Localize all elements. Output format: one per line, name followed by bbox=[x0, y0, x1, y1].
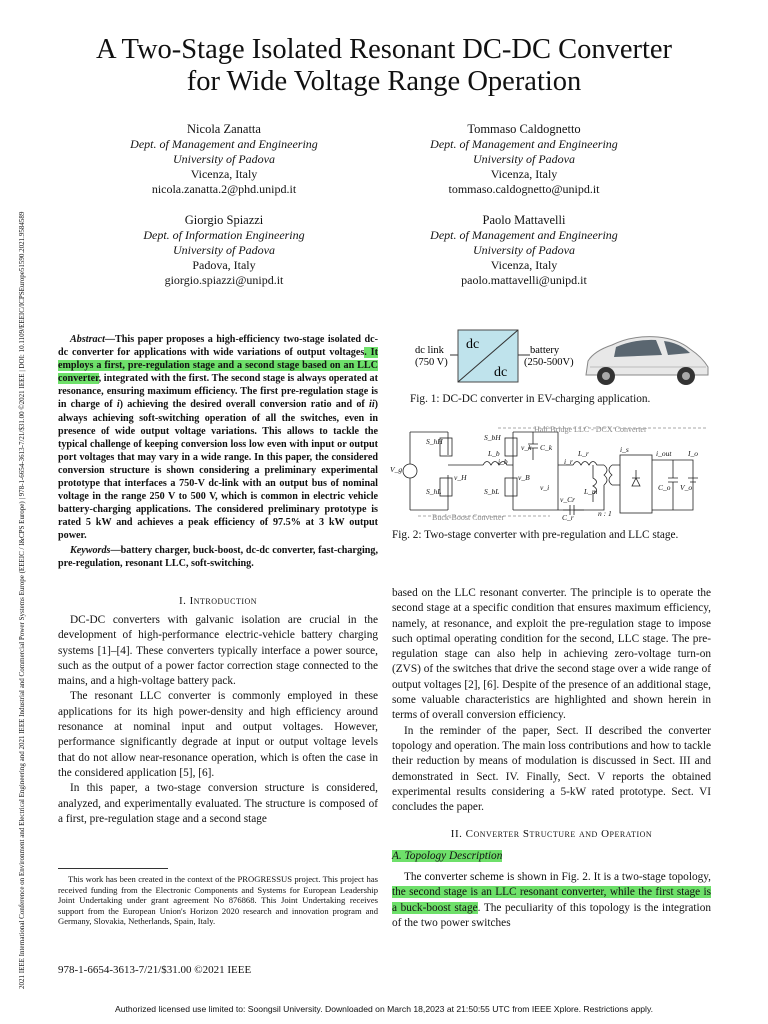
right-column bbox=[392, 586, 711, 931]
dc-bottom-label: dc bbox=[494, 365, 508, 380]
label-co: C_o bbox=[658, 483, 671, 492]
abstract-highlight: . It employs a first, pre-regulation stage and a second stage based on an LLC converter bbox=[58, 347, 378, 385]
abstract-label: Abstract bbox=[70, 334, 105, 345]
author-name: Giorgio Spiazzi bbox=[184, 213, 264, 227]
author-email[interactable]: nicola.zanatta.2@phd.unipd.it bbox=[151, 182, 297, 196]
author-dept: Dept. of Management and Engineering bbox=[430, 137, 618, 151]
title-line-2: for Wide Voltage Range Operation bbox=[186, 66, 582, 97]
label-vin: V_g bbox=[390, 465, 403, 474]
figure-2 bbox=[388, 420, 718, 522]
label-lr: L_r bbox=[578, 449, 589, 458]
label-s-hh: S_hH bbox=[426, 437, 443, 446]
abstract-part-1: This paper proposes a high-efficiency two-stage isolated dc-dc converter for applications with wide variations of output voltages bbox=[58, 334, 378, 359]
section-number: I. bbox=[178, 595, 187, 607]
author-univ: University of Padova bbox=[473, 243, 575, 257]
title-line-1: A Two-Stage Isolated Resonant DC-DC Converter bbox=[95, 34, 673, 65]
section-title: Converter Structure and Operation bbox=[465, 828, 653, 841]
col2-paragraph-1: based on the LLC resonant converter. The principle is to operate the second stage at a specific condition that ensures maximum efficiency, namely, at resonance, and exploit the pre-regulation stage to impose such optimal operating condition for the second, LLC stage. The pre-regulation stage can also help in achieving zero-voltage turn-on (ZVS) of the switches that drive the second stage over a wide range of output voltages [2], [6]. Despite of the presence of an additional stage, some valuable characteristics are highlighted and shown herein in terms of overall conversion efficiency. bbox=[392, 587, 711, 722]
abstract-dash: — bbox=[104, 334, 116, 345]
col2-p3-part2: . The peculiarity of this topology is the integration of the two power switches bbox=[392, 901, 711, 929]
author-city: Vicenza, Italy bbox=[190, 167, 258, 181]
label-vo: V_o bbox=[680, 483, 693, 492]
car-icon bbox=[586, 337, 708, 385]
author-city: Vicenza, Italy bbox=[490, 167, 558, 181]
authorized-use-notice: Authorized licensed use limited to: Soongsil University. Downloaded on March 18,2023 at 21:50:55 UTC from IEEE Xplore. Restrictions apply. bbox=[114, 1004, 653, 1014]
paper-title bbox=[0, 34, 768, 98]
abstract-i1: i bbox=[116, 399, 120, 411]
author-dept: Dept. of Management and Engineering bbox=[430, 228, 618, 242]
author-email[interactable]: giorgio.spiazzi@unipd.it bbox=[164, 273, 284, 287]
label-ratio: n : 1 bbox=[598, 509, 612, 518]
author-block-3 bbox=[94, 213, 354, 288]
dc-top-label: dc bbox=[466, 337, 480, 352]
label-cr: C_r bbox=[562, 513, 574, 522]
label-vb: v_B bbox=[518, 473, 530, 482]
author-block-1 bbox=[94, 122, 354, 197]
label-io: I_o bbox=[688, 449, 698, 458]
subsection-a-title: A. Topology Description bbox=[392, 849, 503, 862]
author-dept: Dept. of Management and Engineering bbox=[130, 137, 318, 151]
intro-paragraph-3: In this paper, a two-stage conversion structure is considered, analyzed, and experimentally evaluated. The structure is composed of a first, pre-regulation stage and a second stage bbox=[58, 782, 378, 825]
keywords-label: Keywords bbox=[70, 544, 111, 556]
author-block-2 bbox=[394, 122, 654, 197]
label-vi: v_i bbox=[540, 483, 550, 492]
footnote-rule bbox=[58, 868, 168, 869]
section-2-heading bbox=[392, 827, 711, 842]
battery-label: battery bbox=[530, 345, 560, 356]
footnote: This work has been created in the context of the PROGRESSUS project. This project has received funding from the Electronic Components and Systems for European Leadership Joint Undertaking under grant agreement No 876868. This Joint Undertaking receives support from the European Union's Horizon 2020 research and innovation program and Germany, Slovakia, Netherlands, Spain, Italy. bbox=[58, 874, 378, 927]
section-number: II. bbox=[450, 828, 463, 841]
keywords-dash: — bbox=[110, 544, 121, 556]
keywords bbox=[58, 544, 378, 570]
dc-link-label: dc link bbox=[415, 345, 444, 356]
intro-paragraph-1: DC-DC converters with galvanic isolation are crucial in the development of high-performance electric-vehicle battery charging systems [1]–[4]. These converters typically interface a power source, such as the output of a power factor correction stage connected to the mains, and a high-voltage battery pack. bbox=[58, 614, 378, 688]
battery-voltage: (250-500V) bbox=[524, 357, 574, 368]
author-univ: University of Padova bbox=[173, 243, 275, 257]
abstract-part-2: , integrated with the first. The second stage is always operated at resonance, ensuring maximum efficiency. The first pre-regulation stage is in charge of bbox=[58, 373, 378, 411]
isbn-line: 978-1-6654-3613-7/21/$31.00 ©2021 IEEE bbox=[58, 964, 252, 976]
label-ck: C_k bbox=[540, 443, 553, 452]
figure-1-caption: Fig. 1: DC-DC converter in EV-charging application. bbox=[410, 393, 651, 405]
sidebar-citation: 2021 IEEE International Conference on Environment and Electrical Engineering and 2021 IEEE Industrial and Commercial Power Systems Europe (EEEIC / I&CPS Europe) | 978-1-6654-3613-7/21/$31.00 ©2021 IEEE | DOI: 10.1109/EEEIC/ICPSEurope51590.2021.9584589 bbox=[18, 211, 26, 989]
figure-1 bbox=[410, 325, 720, 390]
col2-p3-highlight: the second stage is an LLC resonant converter, while the first stage is a buck-boost stage bbox=[392, 886, 711, 914]
label-s-bh: S_bH bbox=[484, 433, 501, 442]
author-city: Vicenza, Italy bbox=[490, 258, 558, 272]
intro-column bbox=[58, 613, 378, 827]
abstract bbox=[58, 333, 378, 570]
label-lb: L_b bbox=[488, 449, 500, 458]
bb-label: Buck-Boost Converter bbox=[432, 513, 505, 522]
intro-paragraph-2: The resonant LLC converter is commonly employed in these applications for its high power-density and high efficiency around resonance at nominal input and output voltages. However, performance significantly degrade at input or output voltage levels that do not allow near-resonance operation, which is often the case in the considered application [5], [6]. bbox=[58, 690, 378, 779]
author-dept: Dept. of Information Engineering bbox=[143, 228, 305, 242]
col2-paragraph-2: In the reminder of the paper, Sect. II described the converter topology and operation. The main loss contributions and how to tackle their reduction by means of modulation is discussed in Sect. III and demonstrated in Sect. IV. Finally, Sect. V reports the obtained experimental results considering a 5-kW rated prototype. Sect. VI concludes the paper. bbox=[392, 724, 711, 814]
label-ir: i_r bbox=[564, 457, 573, 466]
author-univ: University of Padova bbox=[473, 152, 575, 166]
figure-2-caption: Fig. 2: Two-stage converter with pre-regulation and LLC stage. bbox=[392, 529, 679, 541]
author-city: Padova, Italy bbox=[192, 258, 256, 272]
author-block-4 bbox=[394, 213, 654, 288]
author-univ: University of Padova bbox=[173, 152, 275, 166]
abstract-i2: ii bbox=[369, 399, 375, 411]
author-name: Paolo Mattavelli bbox=[482, 213, 566, 227]
label-vh: v_H bbox=[454, 473, 467, 482]
section-title: Introduction bbox=[189, 595, 258, 607]
abstract-part-4: ) always achieving soft-switching operation of all the switches, even in presence of wide output voltage variations. This allows to tackle the typical challenge of keeping conversion loss low even with input or output port voltages that may vary in a wide range. In this paper, the considered conversion structure is shown considering a preliminary experimental prototype that interfaces a 750-V dc-link with an output bus of nominal voltage in the range 250 V to 500 V, which is common in electric vehicle battery-charging applications. The considered preliminary prototype is rated 5 kW and achieves a peak efficiency of 97.5% at 3 kW output power. bbox=[58, 399, 379, 542]
keywords-text: battery charger, buck-boost, dc-dc converter, fast-charging, pre-regulation, resonant LLC, soft-switching. bbox=[58, 544, 378, 569]
label-vcr: v_Cr bbox=[560, 495, 575, 504]
label-ib: i_b bbox=[498, 457, 508, 466]
label-iout: i_out bbox=[656, 449, 672, 458]
author-email[interactable]: tommaso.caldognetto@unipd.it bbox=[448, 182, 600, 196]
dc-link-voltage: (750 V) bbox=[415, 357, 448, 368]
label-s-bl: S_bL bbox=[484, 487, 500, 496]
abstract-part-3: ) achieving the desired overall conversion ratio and of bbox=[119, 399, 369, 411]
label-lm: L_m bbox=[584, 487, 598, 496]
section-1-heading bbox=[58, 594, 378, 609]
subsection-a-heading bbox=[392, 849, 711, 864]
author-name: Tommaso Caldognetto bbox=[467, 122, 581, 136]
label-is: i_s bbox=[620, 445, 629, 454]
col2-paragraph-3 bbox=[392, 870, 711, 931]
col2-p3-part1: The converter scheme is shown in Fig. 2. It is a two-stage topology, bbox=[404, 871, 711, 884]
label-s-hl: S_hL bbox=[426, 487, 442, 496]
author-email[interactable]: paolo.mattavelli@unipd.it bbox=[461, 273, 587, 287]
author-name: Nicola Zanatta bbox=[187, 122, 261, 136]
hb-label: Half Bridge LLC - DCX Converter bbox=[534, 425, 647, 434]
label-vk: v_k bbox=[521, 443, 532, 452]
